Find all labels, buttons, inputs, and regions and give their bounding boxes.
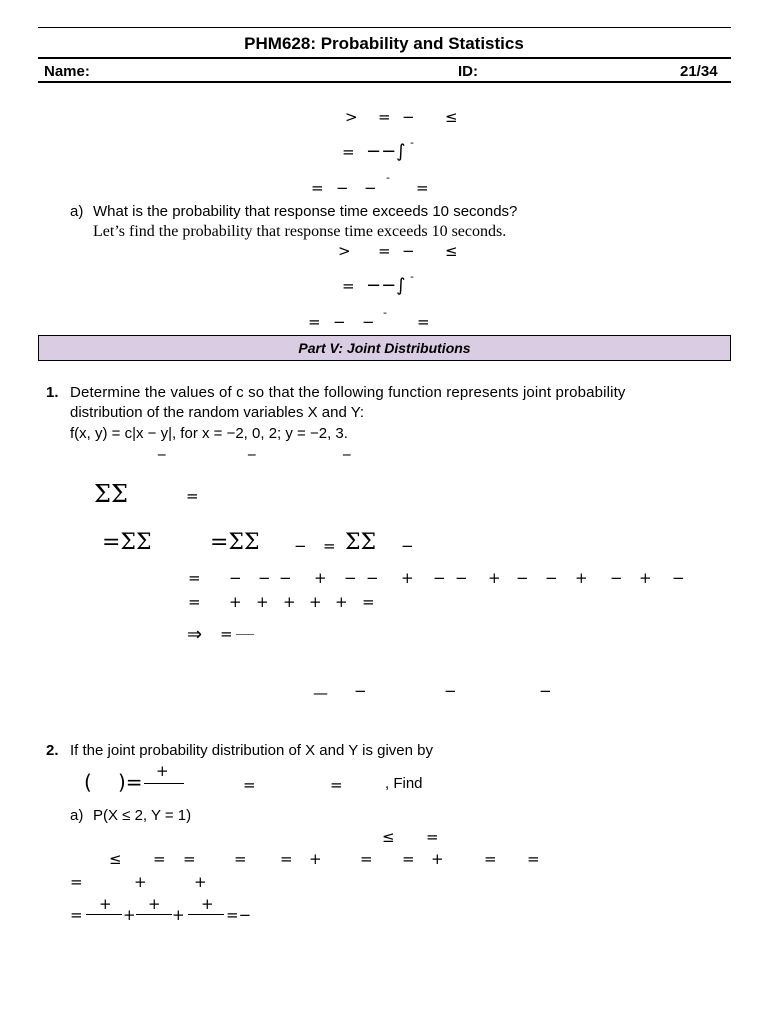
- eq-symbol: =: [234, 850, 247, 868]
- eq-symbol: −: [333, 313, 346, 331]
- q1-number: 1.: [46, 384, 59, 401]
- eq-symbol: −: [433, 569, 446, 587]
- eq-symbol: =: [426, 828, 439, 846]
- eq-symbol: =: [153, 850, 166, 868]
- eq-symbol: −: [401, 537, 414, 555]
- eq-symbol: −: [336, 179, 349, 197]
- underscore-mark: −: [444, 682, 457, 700]
- eq-symbol: −: [344, 569, 357, 587]
- q1-text-line2: distribution of the random variables X and Y:: [70, 404, 365, 421]
- eq-symbol: ≤: [445, 108, 458, 126]
- fraction-bar: [86, 914, 122, 915]
- eq-symbol: =: [243, 776, 256, 794]
- double-sum-symbol: =ΣΣ: [102, 530, 152, 555]
- fraction-bar: [144, 783, 184, 784]
- eq-symbol: +: [123, 906, 136, 924]
- eq-symbol: =: [484, 850, 497, 868]
- eq-symbol: -: [383, 306, 387, 319]
- question-a-label: a): [70, 203, 84, 220]
- eq-symbol: −: [362, 313, 375, 331]
- eq-symbol: +: [431, 850, 444, 868]
- question-a-text: What is the probability that response time exceeds 10 seconds?: [93, 203, 518, 220]
- eq-symbol: −: [402, 242, 415, 260]
- eq-symbol: +: [134, 873, 147, 891]
- paren-open: (: [84, 770, 92, 794]
- eq-symbol: =−: [226, 906, 252, 924]
- part-v-heading: Part V: Joint Distributions: [298, 340, 471, 356]
- eq-symbol: −: [279, 569, 292, 587]
- eq-symbol: −: [294, 537, 307, 555]
- eq-symbol: +: [156, 762, 169, 780]
- underscore-mark: —: [313, 684, 328, 702]
- eq-symbol: >: [345, 108, 358, 126]
- eq-symbol: −: [672, 569, 685, 587]
- eq-symbol: =: [402, 850, 415, 868]
- eq-symbol: =: [183, 850, 196, 868]
- eq-symbol: =: [527, 850, 540, 868]
- find-label: , Find: [385, 775, 423, 792]
- double-sum-symbol: ΣΣ: [345, 530, 377, 555]
- eq-symbol: =: [323, 537, 336, 555]
- implies-symbol: ⇒: [187, 624, 203, 645]
- eq-symbol: −: [545, 569, 558, 587]
- underscore-mark: −: [354, 682, 367, 700]
- eq-symbol: =: [342, 143, 355, 161]
- eq-symbol: =: [360, 850, 373, 868]
- eq-symbol: +: [401, 569, 414, 587]
- eq-symbol: +: [283, 593, 296, 611]
- eq-symbol: +: [575, 569, 588, 587]
- eq-symbol: =: [416, 179, 429, 197]
- eq-symbol: =: [362, 593, 375, 611]
- eq-symbol: >: [338, 242, 351, 260]
- eq-symbol: =: [417, 313, 430, 331]
- eq-symbol: =: [188, 569, 201, 587]
- eq-symbol: −: [229, 569, 242, 587]
- eq-symbol: −: [366, 569, 379, 587]
- eq-symbol: +: [314, 569, 327, 587]
- double-sum-symbol: =ΣΣ: [210, 530, 260, 555]
- q1-formula: f(x, y) = c|x − y|, for x = −2, 0, 2; y = −2, 3.: [70, 425, 348, 442]
- eq-symbol: +: [229, 593, 242, 611]
- underscore-mark: _: [248, 438, 256, 456]
- eq-symbol: +: [148, 895, 161, 913]
- eq-symbol: =: [220, 625, 233, 643]
- eq-symbol: +: [256, 593, 269, 611]
- eq-symbol: −: [610, 569, 623, 587]
- eq-symbol: +: [201, 895, 214, 913]
- underscore-mark: _: [158, 438, 166, 456]
- eq-symbol: ≤: [445, 242, 458, 260]
- eq-symbol: -: [410, 136, 414, 149]
- fraction-bar: [236, 634, 254, 635]
- fraction-bar: [136, 914, 172, 915]
- eq-symbol: =: [378, 108, 391, 126]
- q1-text-line1: Determine the values of c so that the following function represents joint probability: [70, 384, 626, 401]
- eq-symbol: =: [70, 906, 83, 924]
- eq-symbol: +: [335, 593, 348, 611]
- eq-symbol: =: [70, 873, 83, 891]
- eq-symbol: =: [311, 179, 324, 197]
- eq-symbol: +: [309, 850, 322, 868]
- eq-symbol: +: [99, 895, 112, 913]
- id-label: ID:: [458, 63, 478, 80]
- q2-number: 2.: [46, 742, 59, 759]
- q2-part-a: P(X ≤ 2, Y = 1): [93, 807, 192, 824]
- eq-symbol: =: [188, 593, 201, 611]
- eq-symbol: -: [410, 270, 414, 283]
- question-a-answer-intro: Let’s find the probability that response time exceeds 10 seconds.: [93, 223, 507, 240]
- double-sum-symbol: ΣΣ: [94, 480, 128, 508]
- eq-symbol: ≤: [382, 828, 395, 846]
- top-rule: [38, 27, 731, 28]
- eq-symbol: −: [402, 108, 415, 126]
- eq-symbol: +: [172, 906, 185, 924]
- integral-symbol: −−∫: [366, 141, 406, 162]
- eq-symbol: +: [639, 569, 652, 587]
- eq-symbol: −: [364, 179, 377, 197]
- eq-symbol: ≤: [109, 850, 122, 868]
- eq-symbol: -: [386, 171, 390, 184]
- eq-symbol: +: [309, 593, 322, 611]
- eq-symbol: −: [258, 569, 271, 587]
- eq-symbol: +: [488, 569, 501, 587]
- eq-symbol: =: [308, 313, 321, 331]
- eq-symbol: =: [330, 776, 343, 794]
- eq-symbol: =: [186, 487, 199, 505]
- q2-part-a-label: a): [70, 807, 84, 824]
- eq-symbol: −: [455, 569, 468, 587]
- part-v-heading-box: [38, 335, 731, 361]
- integral-symbol: −−∫: [366, 275, 406, 296]
- q2-text: If the joint probability distribution of X and Y is given by: [70, 742, 433, 759]
- eq-symbol: =: [378, 242, 391, 260]
- underscore-mark: −: [539, 682, 552, 700]
- title-rule: [38, 57, 731, 59]
- eq-symbol: =: [280, 850, 293, 868]
- paren-close: )=: [118, 770, 143, 794]
- name-label: Name:: [44, 63, 90, 80]
- fraction-bar: [188, 914, 224, 915]
- course-title: PHM628: Probability and Statistics: [244, 34, 524, 53]
- underscore-mark: _: [343, 438, 351, 456]
- header-rule: [38, 81, 731, 83]
- eq-symbol: −: [516, 569, 529, 587]
- eq-symbol: +: [194, 873, 207, 891]
- page-number: 21/34: [680, 63, 718, 80]
- eq-symbol: =: [342, 277, 355, 295]
